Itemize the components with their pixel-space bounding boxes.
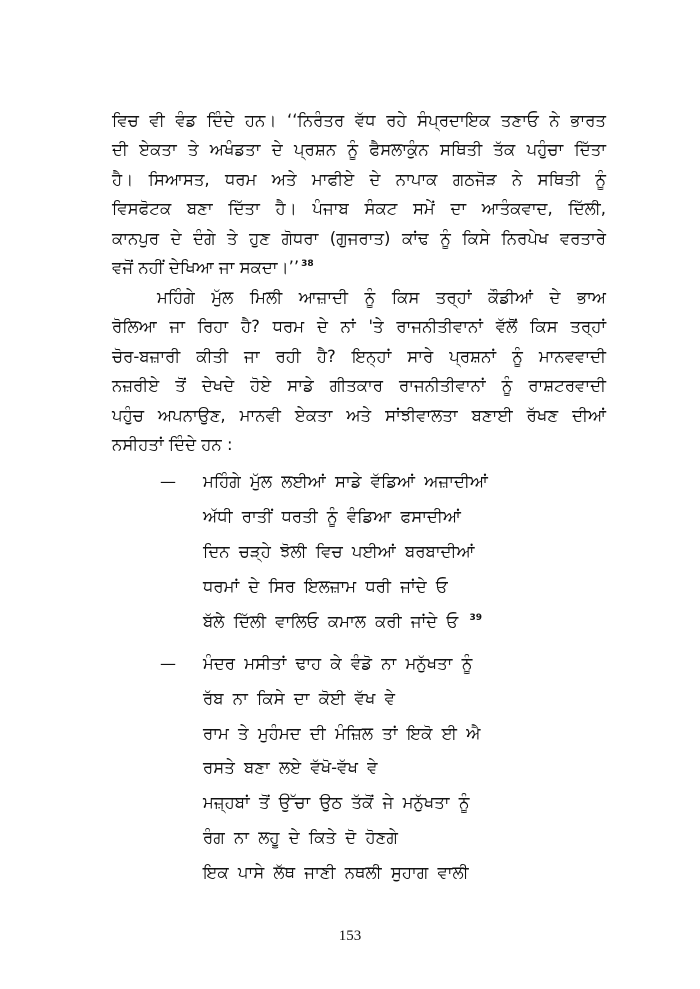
verse-line: ਦਿਨ ਚੜ੍ਹੇ ਝੋਲੀ ਵਿਚ ਪਈਆਂ ਬਰਬਾਦੀਆਂ [203,542,475,561]
text-line: ਚੋਰ-ਬਜ਼ਾਰੀ ਕੀਤੀ ਜਾ ਰਹੀ ਹੈ? ਇਨ੍ਹਾਂ ਸਾਰੇ ਪ੍ਰਸ਼ਨਾਂ ਨੂੰ ਮਾਨਵਵਾਦੀ [112,347,606,366]
em-dash: — [160,472,176,491]
verse-line: ਇਕ ਪਾਸੇ ਲੱਥ ਜਾਣੀ ਨਥਲੀ ਸੁਹਾਗ ਵਾਲੀ [203,863,469,882]
text-line [112,257,314,279]
verse-line: ਰੱਬ ਨਾ ਕਿਸੇ ਦਾ ਕੋਈ ਵੱਖ ਵੇ [203,689,395,708]
text-line: ਕਾਨਪੁਰ ਦੇ ਦੰਗੇ ਤੇ ਹੁਣ ਗੋਧਰਾ (ਗੁਜਰਾਤ) ਕਾਂਢ ਨੂੰ ਕਿਸੇ ਨਿਰਪੇਖ ਵਰਤਾਰੇ [112,229,606,248]
verse-line: ਮੰਦਰ ਮਸੀਤਾਂ ਢਾਹ ਕੇ ਵੰਡੋ ਨਾ ਮਨੁੱਖਤਾ ਨੂੰ [203,654,473,673]
text-line: ਨਜ਼ਰੀਏ ਤੋਂ ਦੇਖਦੇ ਹੋਏ ਸਾਡੇ ਗੀਤਕਾਰ ਰਾਜਨੀਤੀਵਾਨਾਂ ਨੂੰ ਰਾਸ਼ਟਰਵਾਦੀ [112,376,606,395]
page-number: 153 [338,928,362,944]
text-line: ਰੋਲਿਆ ਜਾ ਰਿਹਾ ਹੈ? ਧਰਮ ਦੇ ਨਾਂ 'ਤੇ ਰਾਜਨੀਤੀਵਾਨਾਂ ਵੱਲੋਂ ਕਿਸ ਤਰ੍ਹਾਂ [112,317,606,336]
text-line: ਮਹਿੰਗੇ ਮੁੱਲ ਮਿਲੀ ਆਜ਼ਾਦੀ ਨੂੰ ਕਿਸ ਤਰ੍ਹਾਂ ਕੌਡੀਆਂ ਦੇ ਭਾਅ [157,288,606,307]
footnote-ref: 38 [301,259,314,269]
verse-line: ਅੱਧੀ ਰਾਤੀਂ ਧਰਤੀ ਨੂੰ ਵੰਡਿਆ ਫਸਾਦੀਆਂ [203,507,461,526]
text-line: ਦੀ ਏਕਤਾ ਤੇ ਅਖੰਡਤਾ ਦੇ ਪ੍ਰਸ਼ਨ ਨੂੰ ਫੈਸਲਾਕੁੰਨ ਸਥਿਤੀ ਤੱਕ ਪਹੁੰਚਾ ਦਿੱਤਾ [112,140,606,159]
verse-line: ਮਜ਼੍ਹਬਾਂ ਤੋਂ ਉੱਚਾ ਉਠ ਤੱਕੋਂ ਜੇ ਮਨੁੱਖਤਾ ਨੂੰ [203,793,470,812]
verse-line: ਰਸਤੇ ਬਣਾ ਲਏ ਵੱਖੋ-ਵੱਖ ਵੇ [203,758,378,777]
verse-line: ਧਰਮਾਂ ਦੇ ਸਿਰ ਇਲਜ਼ਾਮ ਧਰੀ ਜਾਂਦੇ ਓ [203,577,448,596]
verse-line [203,611,482,633]
em-dash: — [160,654,176,673]
text-line: ਵਿਸਫੋਟਕ ਬਣਾ ਦਿੱਤਾ ਹੈ। ਪੰਜਾਬ ਸੰਕਟ ਸਮੇਂ ਦਾ ਆਤੰਕਵਾਦ, ਦਿੱਲੀ, [112,199,606,218]
text-line: ਹੈ। ਸਿਆਸਤ, ਧਰਮ ਅਤੇ ਮਾਫੀਏ ਦੇ ਨਾਪਾਕ ਗਠਜੋੜ ਨੇ ਸਥਿਤੀ ਨੂੰ [112,170,606,189]
text-line-content: ਵਜੋਂ ਨਹੀਂ ਦੇਖਿਆ ਜਾ ਸਕਦਾ।’’ [112,258,300,277]
verse-line: ਰਾਮ ਤੇ ਮੁਹੰਮਦ ਦੀ ਮੰਜ਼ਿਲ ਤਾਂ ਇਕੋ ਈ ਐ [203,724,481,743]
verse-line: ਰੰਗ ਨਾ ਲਹੂ ਦੇ ਕਿਤੇ ਦੋ ਹੋਣਗੇ [203,828,398,847]
verse-line: ਮਹਿੰਗੇ ਮੁੱਲ ਲਈਆਂ ਸਾਡੇ ਵੱਡਿਆਂ ਅਜ਼ਾਦੀਆਂ [203,472,488,491]
footnote-ref: 39 [469,613,482,623]
text-line: ਪਹੁੰਚ ਅਪਨਾਉਣ, ਮਾਨਵੀ ਏਕਤਾ ਅਤੇ ਸਾਂਝੀਵਾਲਤਾ ਬਣਾਈ ਰੱਖਣ ਦੀਆਂ [112,406,606,425]
text-line: ਨਸੀਹਤਾਂ ਦਿੰਦੇ ਹਨ : [112,435,233,454]
text-line: ਵਿਚ ਵੀ ਵੰਡ ਦਿੰਦੇ ਹਨ। ‘‘ਨਿਰੰਤਰ ਵੱਧ ਰਹੇ ਸੰਪ੍ਰਦਾਇਕ ਤਣਾਓ ਨੇ ਭਾਰਤ [112,111,606,130]
verse-line-content: ਬੱਲੇ ਦਿੱਲੀ ਵਾਲਿਓ ਕਮਾਲ ਕਰੀ ਜਾਂਦੇ ਓ [203,612,459,631]
